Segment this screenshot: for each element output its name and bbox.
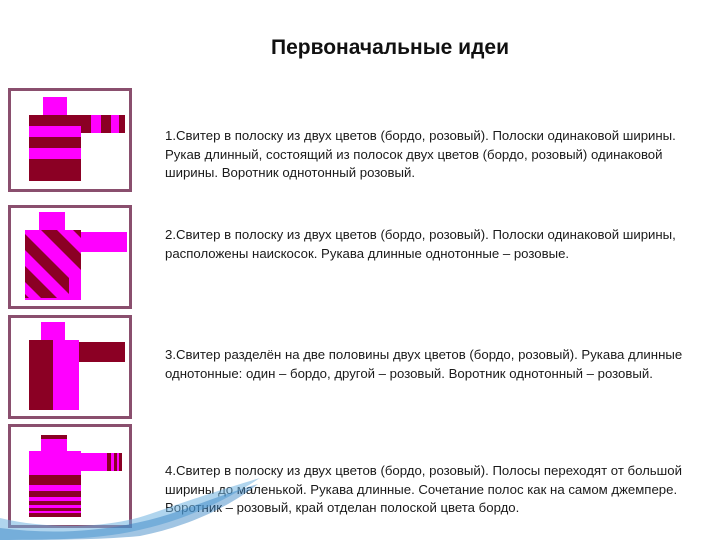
idea-description-2: 2.Свитер в полоску из двух цветов (бордо, розовый). Полоски одинаковой ширины, расположены наискосок. Рукава длинные однотонные – розовые.	[165, 227, 676, 261]
slide-title: Первоначальные идеи	[271, 36, 509, 59]
idea-description-1: 1.Свитер в полоску из двух цветов (бордо, розовый). Полоски одинаковой ширины. Рукав длинный, состоящий из полосок двух цветов (бордо, розовый) одинаковой ширины. Воротник однотонный розовый.	[165, 128, 676, 180]
decorative-wave	[0, 470, 260, 540]
idea-description-3: 3.Свитер разделён на две половины двух цветов (бордо, розовый). Рукава длинные однотонные: один – бордо, другой – розовый. Воротник однотонный – розовый.	[165, 347, 683, 381]
sweater-illustration-2	[8, 205, 132, 309]
sweater-illustration-1	[8, 88, 132, 192]
sweater-illustration-3	[8, 315, 132, 419]
idea-description-4: 4.Свитер в полоску из двух цветов (бордо, розовый). Полосы переходят от большой ширины до маленькой. Рукава длинные. Сочетание полос как на самом джемпере. Воротник – розовый, край отделан полоской цвета бордо.	[165, 463, 682, 515]
